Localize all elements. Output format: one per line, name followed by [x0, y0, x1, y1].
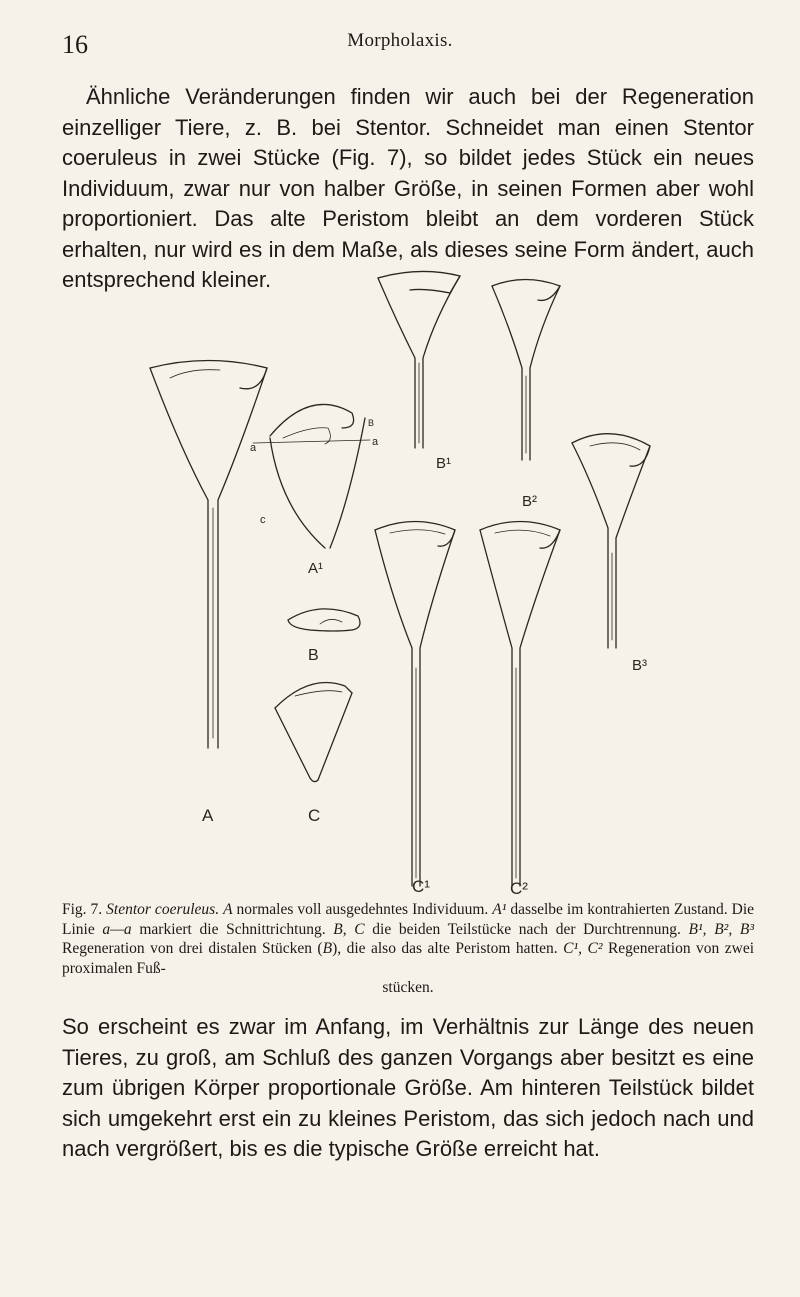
- label-b3: B³: [632, 657, 647, 674]
- caption-B-paren: B: [322, 940, 333, 957]
- caption-A1: A¹: [492, 901, 507, 918]
- figure-7: [120, 268, 700, 896]
- caption-part6: ), die also das alte Peristom hatten.: [332, 940, 558, 957]
- stentor-c: [275, 682, 352, 781]
- stentor-b1: [378, 271, 460, 448]
- caption-part5: Regeneration von drei distalen Stücken (: [62, 940, 323, 957]
- caption-species: Stentor coeruleus.: [106, 901, 220, 918]
- label-b2: B²: [522, 493, 537, 510]
- caption-part1: normales voll ausgedehntes Individuum.: [236, 901, 489, 918]
- caption-B123: B¹, B², B³: [688, 920, 754, 938]
- caption-fig: Fig. 7.: [62, 901, 103, 918]
- stentor-a1: [253, 404, 370, 548]
- label-c-small: c: [260, 514, 266, 526]
- label-c1: C¹: [412, 877, 430, 896]
- label-b: B: [308, 647, 319, 664]
- caption-part2: dasselbe im kontrahierten Zustand. Die Linie: [62, 901, 755, 938]
- caption-A: A: [223, 901, 233, 918]
- stentor-b3: [572, 434, 650, 648]
- caption-part4: die beiden Teilstücke nach der Durchtrennung.: [372, 920, 681, 938]
- label-a-right: a: [372, 436, 379, 448]
- paragraph-1: Ähnliche Veränderungen finden wir auch bei der Regeneration einzelliger Tiere, z. B. bei Stentor. Schneidet man einen Stentor coeruleus in zwei Stücke (Fig. 7), so bildet jedes Stück ein neues Individuum, zwar nur von halber Größe, in seinen Formen aber wohl proportioniert. Das alte Peristom bleibt an dem vorderen Stück erhalten, nur wird es in dem Maße, als dieses seine Form ändert, auch entsprechend kleiner.: [62, 84, 754, 292]
- stentor-b2: [492, 280, 560, 461]
- figure-caption: [62, 900, 754, 998]
- label-a: A: [202, 806, 214, 825]
- stentor-a: [150, 361, 267, 749]
- caption-C12: C¹, C²: [563, 940, 603, 957]
- label-c2: C²: [510, 879, 528, 896]
- caption-part7: Regeneration von zwei proximalen Fuß-: [62, 940, 755, 977]
- label-b-cut: B: [368, 418, 375, 428]
- stentor-c2: [480, 522, 560, 887]
- stentor-c1: [375, 522, 455, 887]
- stentor-b: [288, 609, 360, 631]
- label-c: C: [308, 806, 321, 825]
- caption-part8: stücken.: [382, 979, 434, 996]
- caption-B: B: [333, 920, 343, 938]
- caption-C: C: [354, 920, 365, 938]
- running-title: Morpholaxis.: [347, 30, 453, 51]
- caption-comma: ,: [342, 920, 347, 938]
- page-number: 16: [62, 30, 88, 59]
- caption-part3: markiert die Schnittrichtung.: [139, 920, 326, 938]
- paragraph-2: So erscheint es zwar im Anfang, im Verhältnis zur Länge des neuen Tieres, zu groß, am Schluß des ganzen Vorgangs aber besitzt es eine zum übrigen Körper proportionale Größe. Am hinteren Teilstück bildet sich umgekehrt erst ein zu kleines Peristom, das sich jedoch nach und nach vergrößert, bis es die typische Größe erreicht hat.: [62, 1014, 754, 1161]
- label-a1: A¹: [308, 560, 323, 577]
- caption-a-a: a—a: [102, 920, 132, 938]
- label-b1: B¹: [436, 455, 451, 472]
- stentor-illustration: [120, 268, 700, 896]
- label-a-left: a: [250, 442, 257, 454]
